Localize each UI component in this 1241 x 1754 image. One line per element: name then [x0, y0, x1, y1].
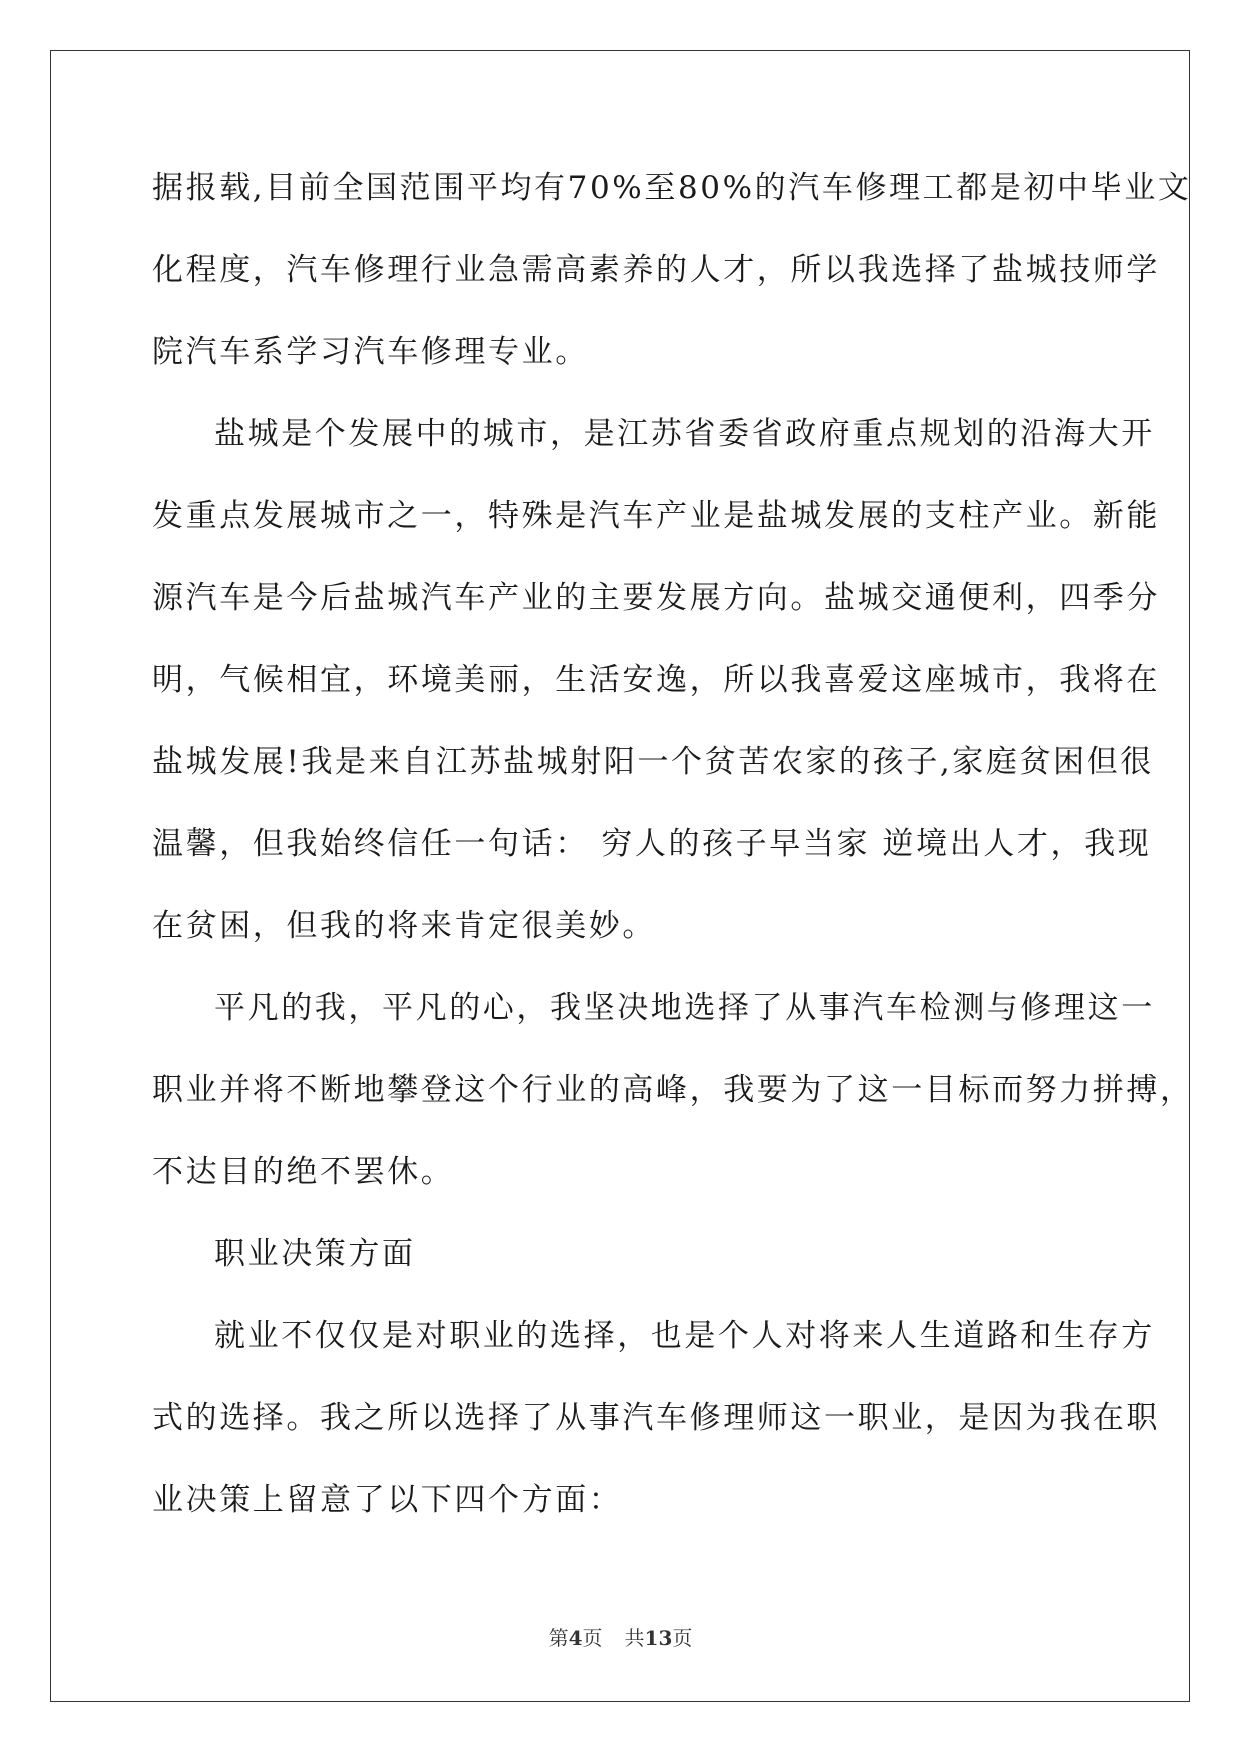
page-suffix: 页: [582, 1626, 603, 1650]
paragraph-line: 院汽车系学习汽车修理专业。: [152, 334, 589, 370]
paragraph-line: 在贫困，但我的将来肯定很美妙。: [152, 908, 656, 944]
paragraph-line: 明，气候相宜，环境美丽，生活安逸，所以我喜爱这座城市，我将在: [152, 662, 1160, 698]
paragraph-line: 式的选择。我之所以选择了从事汽车修理师这一职业，是因为我在职: [152, 1400, 1160, 1436]
document-body: [152, 162, 1194, 1556]
total-pages: 13: [644, 1626, 673, 1650]
paragraph-line: 职业并将不断地攀登这个行业的高峰，我要为了这一目标而努力拼搏，: [152, 1072, 1194, 1108]
page-number: 4: [568, 1626, 583, 1650]
paragraph-line: 盐城是个发展中的城市，是江苏省委省政府重点规划的沿海大开: [214, 416, 1155, 452]
total-suffix: 页: [672, 1626, 693, 1650]
section-heading: 职业决策方面: [214, 1236, 416, 1272]
paragraph-line: 就业不仅仅是对职业的选择，也是个人对将来人生道路和生存方: [214, 1318, 1155, 1354]
paragraph-line: 不达目的绝不罢休。: [152, 1154, 455, 1190]
page-footer: [0, 1622, 1241, 1651]
paragraph-line: 据报载,目前全国范围平均有70%至80%的汽车修理工都是初中毕业文: [152, 170, 1192, 206]
total-prefix: 共: [624, 1626, 645, 1650]
paragraph-line: 平凡的我，平凡的心，我坚决地选择了从事汽车检测与修理这一: [214, 990, 1155, 1026]
page-prefix: 第: [548, 1626, 569, 1650]
paragraph-line: 源汽车是今后盐城汽车产业的主要发展方向。盐城交通便利，四季分: [152, 580, 1160, 616]
paragraph-line: 温馨，但我始终信任一句话： 穷人的孩子早当家 逆境出人才，我现: [152, 826, 1152, 862]
paragraph-line: 盐城发展!我是来自江苏盐城射阳一个贫苦农家的孩子,家庭贫困但很: [152, 744, 1154, 780]
paragraph-line: 业决策上留意了以下四个方面：: [152, 1482, 623, 1518]
paragraph-line: 化程度，汽车修理行业急需高素养的人才，所以我选择了盐城技师学: [152, 252, 1160, 288]
paragraph-line: 发重点发展城市之一，特殊是汽车产业是盐城发展的支柱产业。新能: [152, 498, 1160, 534]
